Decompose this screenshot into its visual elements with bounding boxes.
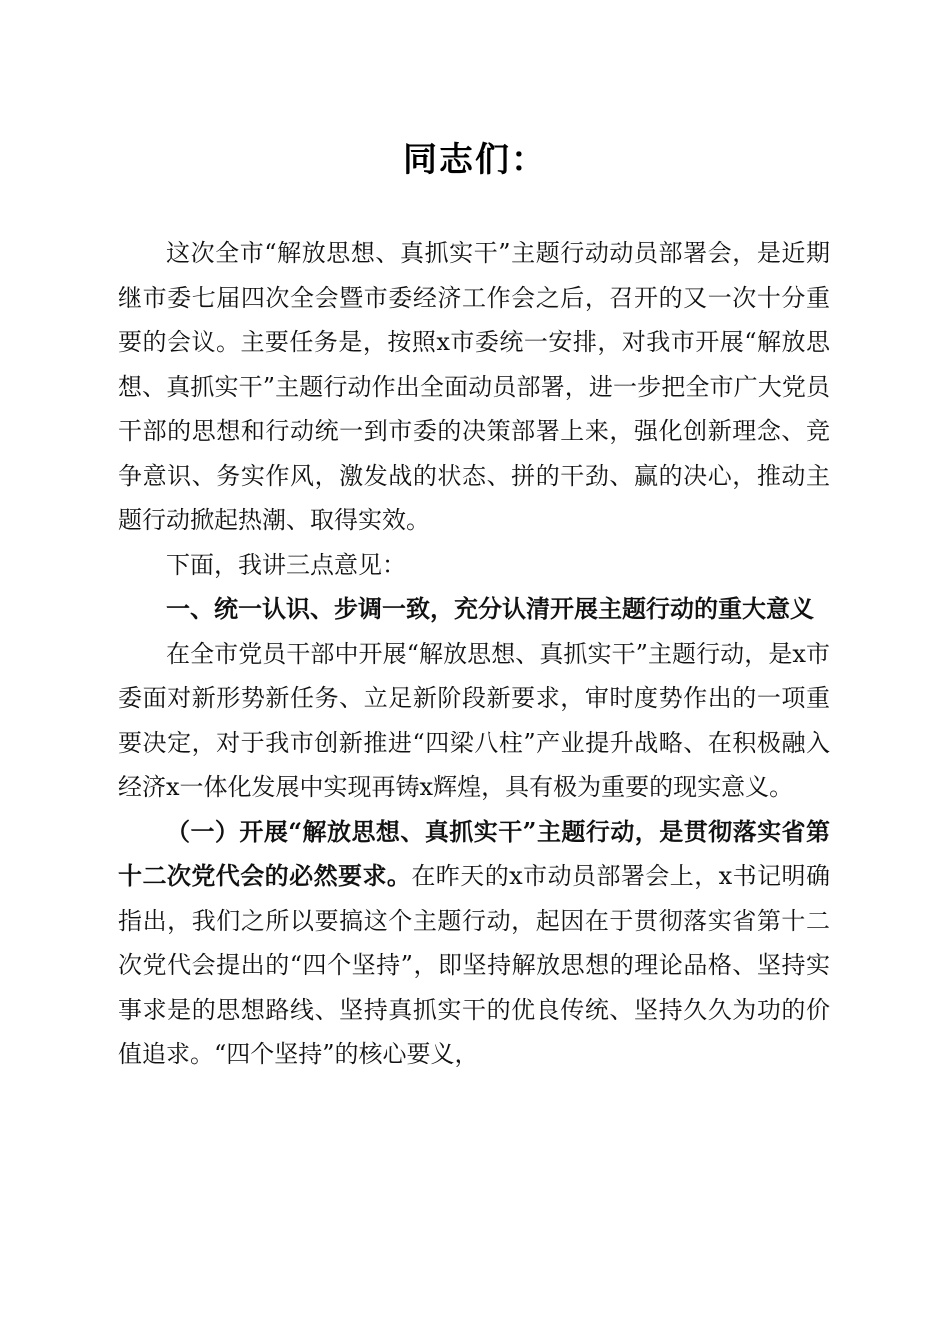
document-body: [118, 231, 830, 1077]
subsection-1-text: 在昨天的x市动员部署会上，x书记明确指出，我们之所以要搞这个主题行动，起因在于贯彻落实省第十二次党代会提出的“四个坚持”，即坚持解放思想的理论品格、坚持实事求是的思想路线、坚持真抓实干的优良传统、坚持久久为功的价值追求。“四个坚持”的核心要义，: [118, 862, 831, 1068]
subsection-1-lead: （一）开展“解放思想、真抓实干”主题行动，是贯彻落实省第十二次党代会的必然要求。: [118, 816, 830, 890]
section-heading-1: 一、统一认识、步调一致，充分认清开展主题行动的重大意义: [166, 595, 814, 623]
paragraph-outline: 下面，我讲三点意见：: [166, 550, 406, 579]
paragraph-section-1: 在全市党员干部中开展“解放思想、真抓实干”主题行动，是x市委面对新形势新任务、立足新阶段新要求，审时度势作出的一项重要决定，对于我市创新推进“四梁八柱”产业提升战略、在积极融入经济x一体化发展中实现再铸x辉煌，具有极为重要的现实意义。: [118, 639, 830, 801]
page-title: 同志们：: [403, 140, 547, 180]
paragraph-intro: 这次全市“解放思想、真抓实干”主题行动动员部署会，是近期继市委七届四次全会暨市委经济工作会之后，召开的又一次十分重要的会议。主要任务是，按照x市委统一安排，对我市开展“解放思想、真抓实干”主题行动作出全面动员部署，进一步把全市广大党员干部的思想和行动统一到市委的决策部署上来，强化创新理念、竞争意识、务实作风，激发战的状态、拼的干劲、赢的决心，推动主题行动掀起热潮、取得实效。: [118, 239, 830, 534]
paragraph-subsection-1: [118, 810, 830, 1077]
